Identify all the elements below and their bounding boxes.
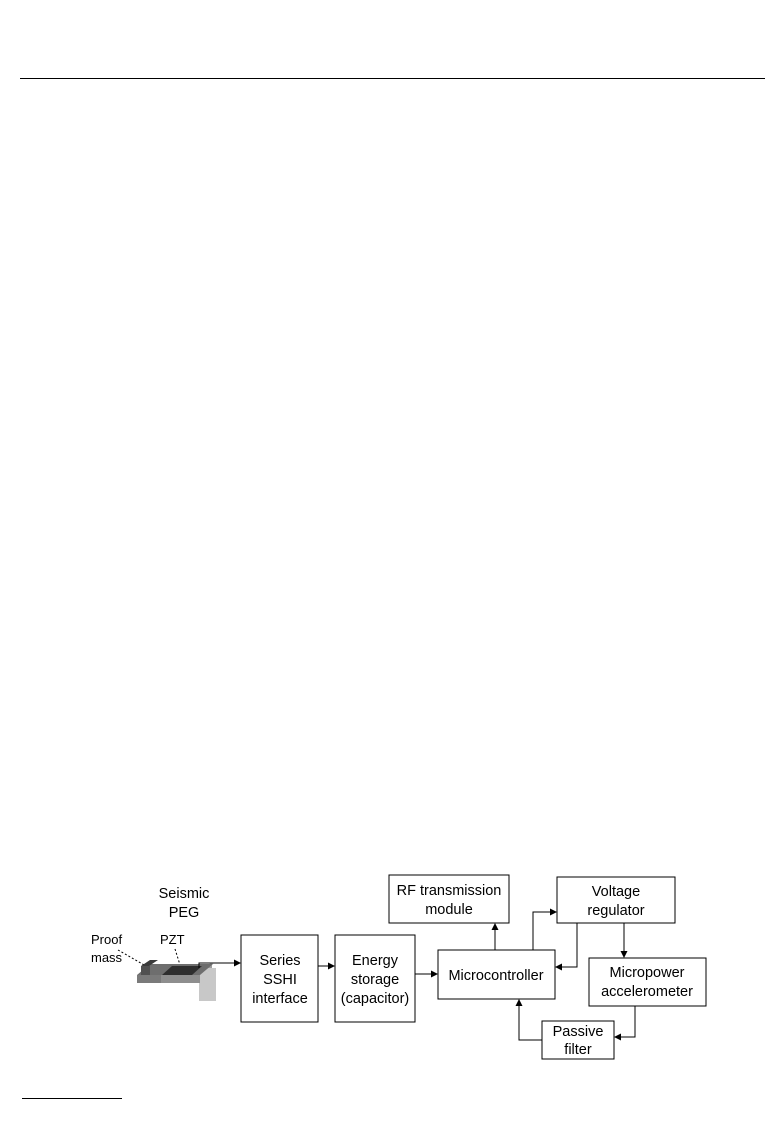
wire-filter-to-micro bbox=[519, 1000, 542, 1040]
energy-label-line2: storage bbox=[350, 972, 400, 988]
wire-micro-to-vreg bbox=[533, 912, 556, 950]
rf-label-line2: module bbox=[425, 902, 473, 918]
wire-vreg-to-micro bbox=[556, 923, 577, 967]
filter-label-line2: filter bbox=[564, 1042, 592, 1058]
proof-mass-label-line1: Proof bbox=[91, 932, 123, 947]
vreg-label-line1: Voltage bbox=[591, 884, 641, 900]
footnote-rule bbox=[22, 1098, 122, 1099]
sshi-label-line1: Series bbox=[259, 953, 301, 969]
pzt-label: PZT bbox=[160, 932, 185, 947]
accel-label-line2: accelerometer bbox=[601, 984, 693, 1000]
proof-mass-label-line2: mass bbox=[91, 950, 123, 965]
micro-label: Microcontroller bbox=[448, 968, 544, 984]
vreg-label-line2: regulator bbox=[587, 903, 645, 919]
energy-label-line3: (capacitor) bbox=[340, 991, 410, 1007]
peg-title-line1: Seismic bbox=[158, 886, 210, 902]
filter-label-line1: Passive bbox=[552, 1024, 604, 1040]
energy-label-line1: Energy bbox=[352, 953, 398, 969]
sshi-label-line2: SSHI bbox=[263, 972, 297, 988]
wire-accel-to-filter bbox=[615, 1006, 635, 1037]
proof-mass-leader bbox=[118, 950, 146, 966]
sshi-label-line3: interface bbox=[252, 991, 308, 1007]
accel-label-line1: Micropower bbox=[609, 965, 685, 981]
peg-title-line2: PEG bbox=[168, 905, 200, 921]
cantilever-beam-illustration bbox=[137, 960, 216, 1001]
rf-label-line1: RF transmission bbox=[396, 883, 502, 899]
